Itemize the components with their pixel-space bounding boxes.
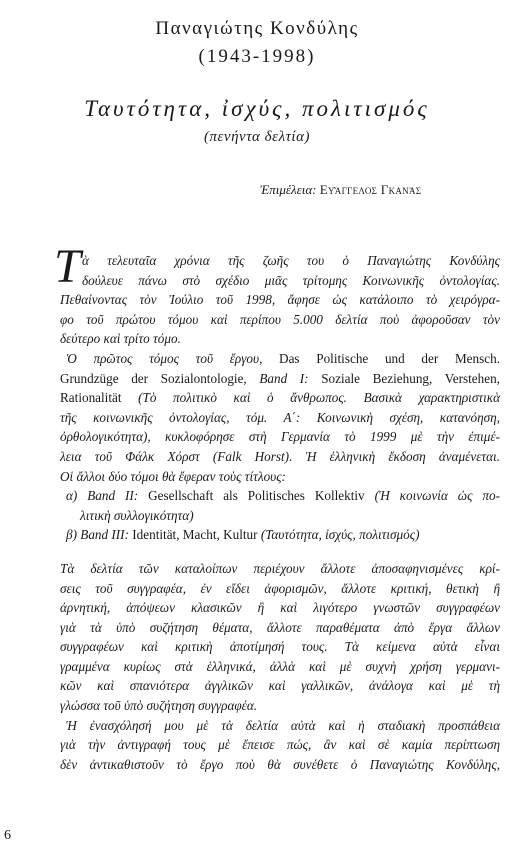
- paragraph-line: γραμμένα κυρίως στὰ ἑλληνικά, ἀλλὰ καὶ μὲ συχνὴ χρήση γερμανι-: [60, 658, 500, 674]
- text-run: (Ἡ κοινωνία ὡς πο-: [374, 488, 500, 504]
- editor-credit: [260, 182, 500, 198]
- text-run: Soziale Beziehung, Verstehen,: [308, 370, 500, 386]
- paragraph-line: Ἡ ἐνασχόλησή μου μὲ τὰ δελτία αὐτὰ καὶ ἡ σταδιακὴ προσπάθεια: [66, 717, 500, 733]
- paragraph-line: φο τοῦ πρώτου τόμου καὶ περίπου 5.000 δελτία ποὺ ἀφοροῦσαν τὸν: [60, 311, 500, 327]
- list-item: [60, 486, 500, 506]
- text-run: Grundzüge der Sozialontologie,: [60, 370, 260, 386]
- paragraph-line: [60, 369, 500, 389]
- paragraph-line: δὲν ἀντικαθιστοῦν τὸ ἔργο ποὺ θὰ συνέθετε ὁ Παναγιώτης Κονδύλης,: [60, 756, 500, 772]
- paragraph-line: λεια τοῦ Φάλκ Χόρστ (Falk Horst). Ἡ ἑλληνικὴ ἔκδοση ἀναμένεται.: [60, 448, 500, 464]
- author-years: (1943-1998): [198, 46, 316, 67]
- paragraph-line: [60, 388, 500, 408]
- text-run: Rationalität: [60, 390, 139, 406]
- paragraph-line: Τὰ δελτία τῶν καταλοίπων περιέχουν ἄλλοτε ἀποσαφηνισμένες κρί-: [60, 560, 500, 576]
- body-text: [54, 240, 500, 774]
- book-subtitle: (πενήντα δελτία): [204, 129, 310, 145]
- paragraph-gap: [60, 545, 500, 559]
- text-run: Band III:: [80, 527, 129, 543]
- drop-cap: Τ: [54, 240, 81, 293]
- paragraph-line: ἀρνητική, ἀπόψεων κλασικῶν ἢ καὶ λιγότερο γνωστῶν συγγραφέων: [60, 600, 500, 616]
- paragraph-line: Πεθαίνοντας τὸν Ἰούλιο τοῦ 1998, ἄφησε ὡς κατάλοιπο τὸ χειρόγρα-: [60, 292, 500, 308]
- book-title: Ταυτότητα, ἰσχύς, πολιτισμός: [84, 96, 430, 121]
- text-run: (Τὸ πολιτικὸ καὶ ὁ ἄνθρωπος. Βασικὰ χαρακτηριστικὰ: [138, 390, 500, 406]
- paragraph-line: κῶν καὶ σπανιότερα ἀγγλικῶν καὶ γαλλικῶν, ἀνάλογα καὶ μὲ τὴ: [60, 678, 500, 694]
- text-run: Gesellschaft als Politisches Kollektiv: [138, 488, 375, 504]
- paragraph-line: δεύτερο καὶ τρίτο τόμο.: [60, 331, 181, 347]
- text-run: Identität, Macht, Kultur: [128, 527, 261, 543]
- paragraph-line: γλώσσα τοῦ ὑπὸ συζήτηση συγγραφέα.: [60, 698, 258, 714]
- page-number: 6: [4, 828, 11, 843]
- text-run: Ὁ πρῶτος τόμος τοῦ ἔργου,: [66, 350, 263, 366]
- paragraph-line: Οἱ ἄλλοι δύο τόμοι θὰ ἔφεραν τοὺς τίτλους:: [60, 468, 286, 484]
- paragraph-line: δούλευε πάνω στὸ σχέδιο μιᾶς τρίτομης Κοινωνικῆς ὀντολογίας.: [82, 272, 500, 288]
- paragraph-line: γιὰ τὴν ἀντιγραφή τους μὲ ἔπεισε πώς, ἂν καὶ σὲ καμία περίπτωση: [60, 737, 500, 753]
- list-marker: β): [66, 527, 81, 543]
- list-marker: α): [66, 488, 88, 504]
- paragraph-line: συγγραφέων καὶ κριτικὴ ἀποτίμησή τους. Τὰ κείμενα αὐτὰ εἶναι: [60, 639, 500, 655]
- paragraph-line: γιὰ τὰ ὑπὸ συζήτηση θέματα, ἄλλοτε παραθέματα ἀπὸ ἔργα ἄλλων: [60, 619, 500, 635]
- editor-name: Εὐάγγελος Γκανάς: [319, 182, 422, 197]
- paragraph-line: τῆς κοινωνικῆς ὀντολογίας, τόμ. Α΄: Κοινωνικὴ σχέση, κατανόηση,: [60, 409, 500, 425]
- paragraph-line: σεις τοῦ συγγραφέα, ἐν εἴδει ἀφορισμῶν, ἄλλοτε κριτική, θετικὴ ἢ: [60, 580, 500, 596]
- text-run: Das Politische und der Mensch.: [262, 350, 500, 366]
- list-item: [60, 525, 500, 545]
- text-run: Band II:: [87, 488, 139, 504]
- author-name: Παναγιώτης Κονδύλης: [155, 18, 359, 39]
- paragraph-line-text: ὰ τελευταῖα χρόνια τῆς ζωῆς του ὁ Παναγιώτης Κονδύλης: [82, 253, 500, 268]
- list-item-continuation: λιτικὴ συλλογικότητα): [80, 507, 194, 523]
- text-run: (Ταυτότητα, ἰσχύς, πολιτισμός): [260, 527, 420, 543]
- editor-label: Ἐπιμέλεια:: [260, 182, 317, 197]
- paragraph-line: [60, 349, 500, 369]
- text-run: Band I:: [259, 370, 309, 386]
- paragraph-line: ὀρθολογικότητα), κυκλοφόρησε στὴ Γερμανία τὸ 1999 μὲ τὴν ἐπιμέ-: [60, 429, 500, 445]
